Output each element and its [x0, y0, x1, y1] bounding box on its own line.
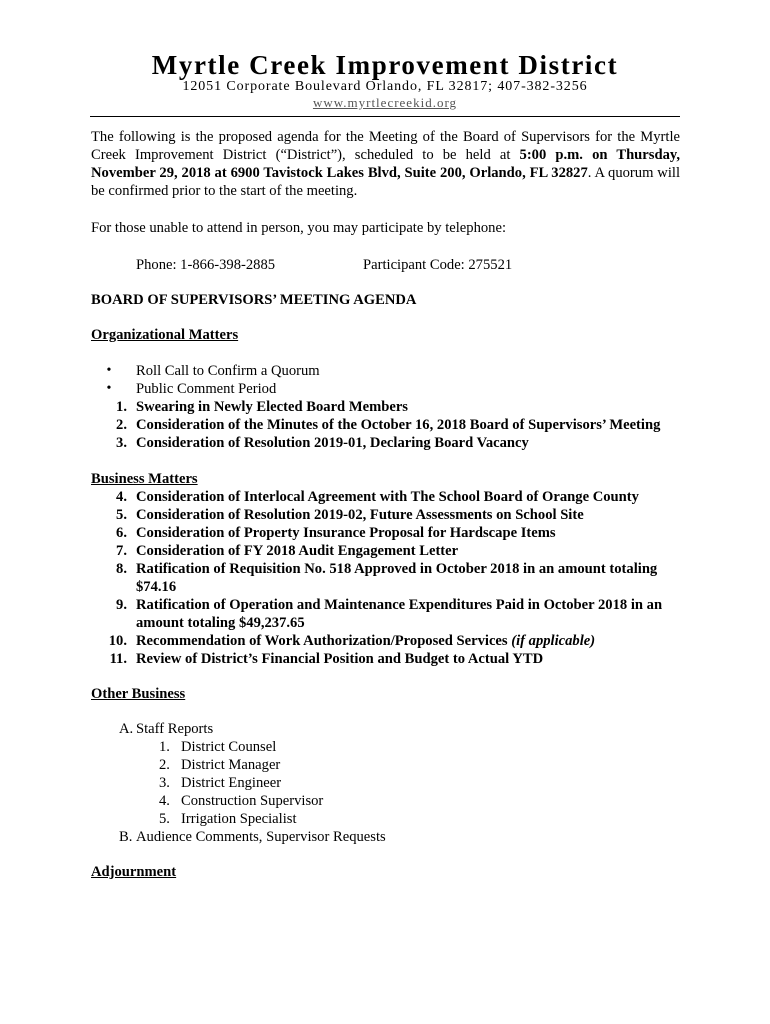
website-link[interactable]: www.myrtlecreekid.org — [312, 95, 458, 110]
business-list — [91, 488, 680, 668]
intro-text-2: . A quorum will be confirmed prior to the start of the meeting. — [91, 165, 680, 199]
list-item: 3. Consideration of Resolution 2019-01, Declaring Board Vacancy — [116, 435, 529, 451]
list-item: 1. Swearing in Newly Elected Board Members — [116, 399, 408, 415]
list-item: 10. Recommendation of Work Authorization/Proposed Services (if applicable) — [108, 633, 596, 649]
organizational-matters-heading: Organizational Matters — [91, 327, 239, 343]
other-business-list — [91, 720, 680, 846]
intro-paragraph — [91, 128, 680, 200]
list-item: 2. District Manager — [159, 757, 281, 773]
list-item: 9. Ratification of Operation and Maintenance Expenditures Paid in October 2018 in an amount totaling $49,237.65 — [116, 597, 663, 631]
list-item: 5. Consideration of Resolution 2019-02, Future Assessments on School Site — [116, 507, 584, 523]
if-applicable-note: (if applicable) — [511, 633, 596, 649]
intro-text-1: The following is the proposed agenda for the Meeting of the Board of Supervisors for the Myrtle Creek Improvement District (“District”), scheduled to be held at — [91, 129, 680, 163]
list-item: 4. Construction Supervisor — [159, 793, 324, 809]
header-divider — [90, 116, 680, 117]
bullet-icon: • — [106, 381, 112, 396]
list-item: A. Staff Reports — [119, 721, 214, 737]
list-item: 6. Consideration of Property Insurance Proposal for Hardscape Items — [116, 525, 556, 541]
list-item: 3. District Engineer — [159, 775, 282, 791]
list-item: 7. Consideration of FY 2018 Audit Engagement Letter — [116, 543, 459, 559]
other-business-heading: Other Business — [91, 686, 186, 702]
list-item: 11. Review of District’s Financial Position and Budget to Actual YTD — [109, 651, 544, 667]
agenda-title: BOARD OF SUPERVISORS’ MEETING AGENDA — [91, 292, 417, 308]
organizational-list — [91, 362, 680, 452]
list-item: 1. District Counsel — [159, 739, 277, 755]
list-item: B. Audience Comments, Supervisor Requests — [119, 829, 386, 845]
list-item: 8. Ratification of Requisition No. 518 Approved in October 2018 in an amount totaling $74.16 — [116, 561, 658, 595]
list-item: 4. Consideration of Interlocal Agreement with The School Board of Orange County — [116, 489, 639, 505]
meeting-time-location: 5:00 p.m. on Thursday, November 29, 2018 at 6900 Tavistock Lakes Blvd, Suite 200, Orlando, FL 32827 — [91, 147, 681, 181]
district-address: 12051 Corporate Boulevard Orlando, FL 32817; 407-382-3256 — [182, 79, 588, 94]
list-item: • Public Comment Period — [91, 380, 680, 398]
bullet-icon: • — [106, 363, 112, 378]
list-item: • Roll Call to Confirm a Quorum — [91, 362, 680, 380]
phone-number: Phone: 1-866-398-2885 — [136, 257, 276, 273]
district-title: Myrtle Creek Improvement District — [151, 50, 619, 80]
telephone-intro: For those unable to attend in person, you may participate by telephone: — [91, 220, 507, 236]
participant-code: Participant Code: 275521 — [363, 257, 513, 273]
business-matters-heading: Business Matters — [91, 471, 198, 487]
list-item: 2. Consideration of the Minutes of the October 16, 2018 Board of Supervisors’ Meeting — [116, 417, 661, 433]
district-website — [0, 95, 770, 111]
list-item: 5. Irrigation Specialist — [159, 811, 297, 827]
adjournment-heading: Adjournment — [91, 864, 177, 880]
